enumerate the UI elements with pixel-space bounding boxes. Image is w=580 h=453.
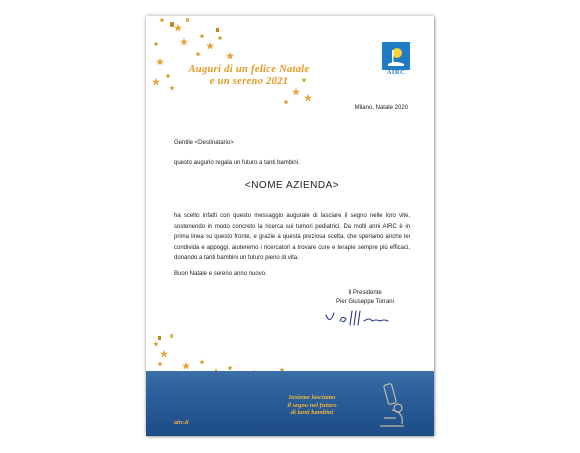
body-paragraph: ha scelto infatti con questo messaggio augurale di lasciare il segno nelle loro vite, sostenendo in modo concreto la ricerca sui tumori pediatrici. Da molti anni AIRC è in prima linea su questo fronte, e grazie a questa preziosa scelta, che speriamo anche lei condivida e appoggi, aiuteremo i ricercatori a trovare cure e terapie sempre più efficaci, donando a tanti bambini un futuro pieno di vita. — [174, 213, 410, 262]
company-name: <NOME AZIENDA> — [244, 180, 340, 191]
salutation: Gentile <Destinatario> — [174, 140, 234, 146]
greeting-line-1: Auguri di un felice Natale — [188, 64, 310, 75]
intro-line: questo augurio regala un futuro a tanti bambini. — [174, 160, 300, 166]
website-link[interactable]: airc.it — [174, 420, 189, 426]
airc-logo — [382, 42, 410, 76]
letter-sheet — [146, 16, 434, 436]
greeting-title — [174, 64, 324, 88]
signer-name: Pier Giuseppe Torrani — [336, 299, 394, 305]
logo-text: AIRC — [386, 69, 406, 76]
microscope-icon — [368, 380, 414, 432]
letter-date: Milano, Natale 2020 — [354, 105, 408, 111]
signer-block — [324, 289, 406, 307]
slogan-line-3: di tanti bambini — [290, 409, 334, 416]
star-cluster-top — [152, 17, 312, 104]
closing-line: Buon Natale e sereno anno nuovo. — [174, 271, 267, 277]
slogan — [264, 394, 360, 417]
signature — [322, 307, 412, 329]
signer-role: Il Presidente — [348, 290, 382, 296]
slogan-line-1: Insieme lasciamo — [288, 394, 336, 401]
logo-mark — [382, 42, 410, 70]
slogan-line-2: il segno nel futuro — [287, 401, 337, 409]
greeting-line-2: e un sereno 2021 — [209, 76, 289, 87]
